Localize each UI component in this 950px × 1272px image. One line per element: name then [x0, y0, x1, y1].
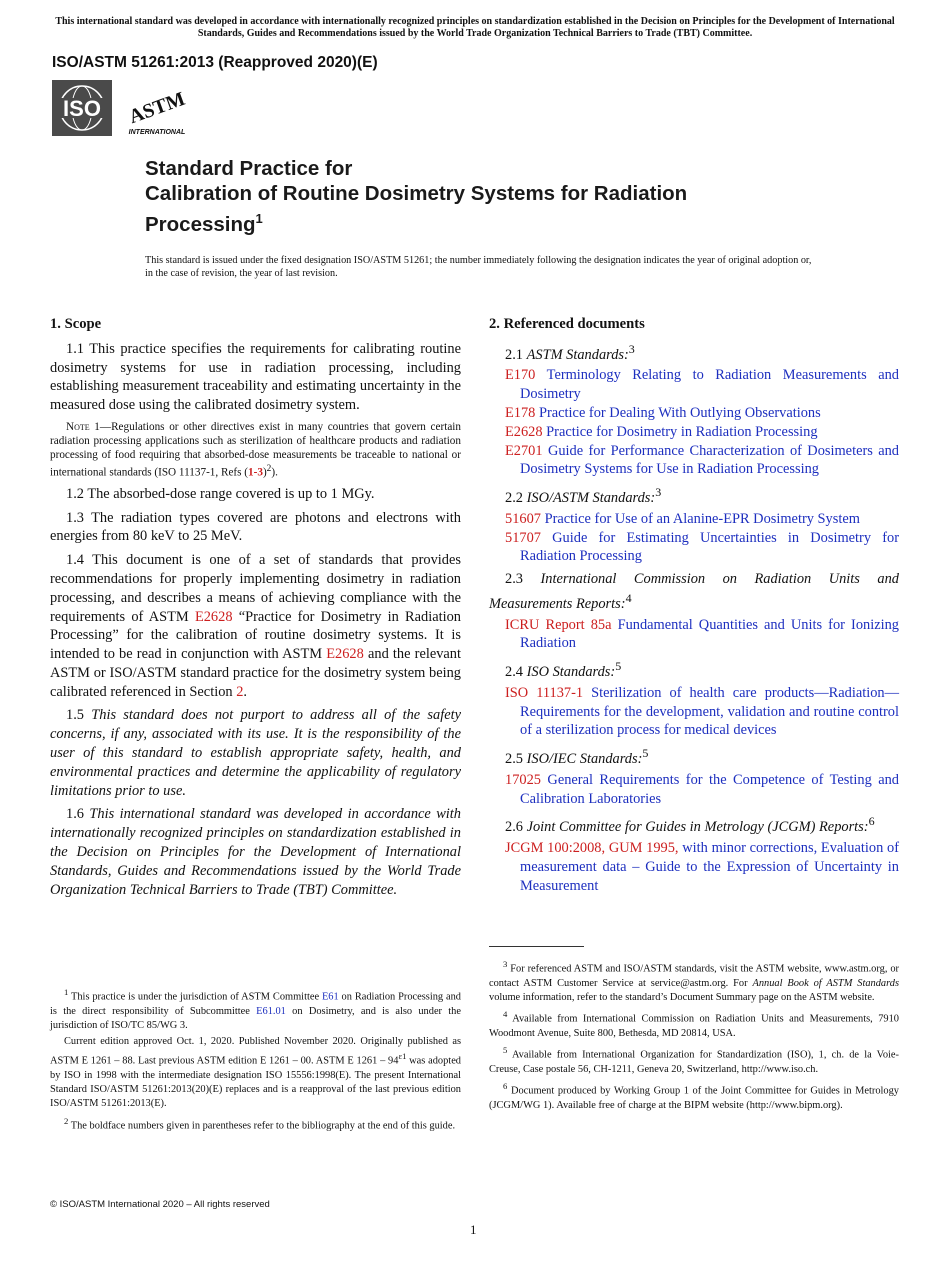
footnote-1-edition-text-b: was adopted by ISO in 1998 with the intermediate designation ISO 15556:1998(E). The present International Standard ISO/ASTM 51261:2013(20)(E) replaces and is a reapproval of the last previous edition ISO/ASTM 51261:2013(E). — [50, 1055, 461, 1110]
s2-4-title: ISO Standards: — [526, 663, 616, 680]
s2-3-sup: 4 — [625, 590, 632, 605]
footnote-3: $^3$ For referenced ASTM and ISO/ASTM standards, visit the ASTM website, www.astm.org, or contact ASTM Customer Service at service@astm.org. For Annual Book of ASTM Standards volume information, refer to the standard’s Document Summary page on the ASTM website. — [489, 959, 900, 1003]
s2-5-title: ISO/IEC Standards: — [526, 750, 643, 767]
ref-icru-code[interactable]: ICRU Report 85a — [505, 616, 612, 633]
copyright-footer: © ISO/ASTM International 2020 – All rights reserved — [50, 1199, 270, 1210]
para-1-2: 1.2 The absorbed-dose range covered is up to 1 MGy. — [66, 485, 375, 502]
astm-logo-sub: INTERNATIONAL — [128, 129, 186, 136]
ref-e170-code[interactable]: E170 — [505, 367, 536, 384]
footnote-3-italic: Annual Book of ASTM Standards — [752, 977, 900, 989]
ref-17025[interactable] — [489, 771, 899, 809]
ref-iso-11137[interactable] — [489, 684, 899, 740]
ref-e2701-code[interactable]: E2701 — [505, 442, 543, 459]
footnote-1: $^1$ This practice is under the jurisdiction of ASTM Committee E61 on Radiation Processing and is the direct responsibility of Subcommittee E61.01 on Dosimetry, and is also under the jurisdiction of ISO/TC 85/WG 3. — [50, 987, 461, 1031]
s2-4-sup: 5 — [615, 659, 622, 674]
para-1-5-num: 1.5 — [66, 707, 92, 724]
footnote-1-text-b: on Radiation Processing and is the direct responsibility of Subcommittee — [50, 991, 461, 1017]
e2628-link-2[interactable]: E2628 — [326, 646, 364, 663]
s2-6-sup: 6 — [868, 814, 875, 829]
para-1-6 — [50, 805, 461, 899]
ref-jcgm[interactable] — [489, 839, 899, 895]
note-end: ). — [271, 466, 278, 479]
ref-51707[interactable] — [489, 529, 899, 567]
issued-statement: This standard is issued under the fixed designation ISO/ASTM 51261; the number immediately following the designation indicates the year of original adoption or, in the case of revision, the year of last revision. — [145, 255, 812, 279]
footnote-3-end: volume information, refer to the standard’s Document Summary page on the ASTM website. — [489, 991, 875, 1003]
footnote-4: $^4$ Available from International Commission on Radiation Units and Measurements, 7910 Woodmont Avenue, Suite 800, Bethesda, MD 20814, USA. — [489, 1009, 900, 1039]
section-2-6 — [489, 812, 899, 837]
ref-iso-11137-code[interactable]: ISO 11137-1 — [505, 684, 584, 701]
footnote-2-text: The boldface numbers given in parentheses refer to the bibliography at the end of this guide. — [70, 1120, 456, 1132]
right-column — [489, 315, 899, 895]
iso-logo — [52, 80, 112, 136]
right-footnotes — [489, 957, 899, 1115]
footnote-1-edition — [50, 1035, 461, 1111]
para-1-5 — [50, 706, 461, 800]
footnote-1-edition-sup: ε1 — [398, 1051, 407, 1062]
s2-1-title: ASTM Standards: — [526, 346, 629, 363]
para-1-4-text-c: and the relevant ASTM or ISO/ASTM standard practice for the dosimetry system being calibrated referenced in Section — [50, 646, 461, 700]
s2-5-num: 2.5 — [505, 750, 527, 767]
bibliography-ref-link[interactable]: 1-3 — [248, 466, 263, 479]
footnote-3-text: For referenced ASTM and ISO/ASTM standards, visit the ASTM website, www.astm.org, or contact ASTM Customer Service at service@astm.org. For — [489, 963, 899, 989]
ref-e178[interactable] — [489, 404, 899, 423]
para-1-1: 1.1 This practice specifies the requirements for calibrating routine dosimetry systems for use in radiation processing, including establishing measurement traceability and estimating uncertainty in the measured dose using the calibrated dosimetry system. — [50, 340, 461, 414]
document-designation: ISO/ASTM 51261:2013 (Reapproved 2020)(E) — [52, 54, 378, 71]
ref-e2628-code[interactable]: E2628 — [505, 423, 543, 440]
para-1-4-text-b: “Practice for Dosimetry in Radiation Processing” for the calibration of routine dosimetry systems. It is intended to be read in conjunction with ASTM — [50, 608, 461, 663]
ref-e178-title[interactable]: Practice for Dealing With Outlying Observations — [535, 404, 821, 421]
ref-51707-code[interactable]: 51707 — [505, 529, 541, 546]
para-1-4-text-d: . — [243, 683, 247, 700]
footnote-6-text: Document produced by Working Group 1 of the Joint Committee for Guides in Metrology (JCGM/WG 1). Available free of charge at the BIPM website (http://www.bipm.org). — [489, 1085, 899, 1111]
footnote-4-text: Available from International Commission on Radiation Units and Measurements, 7910 Woodmont Avenue, Suite 800, Bethesda, MD 20814, USA. — [489, 1013, 900, 1039]
footnote-1-edition-text: Current edition approved Oct. 1, 2020. Published November 2020. Originally published as ASTM E 1261 – 88. Last previous ASTM edition E 1261 – 00. ASTM E 1261 – 94 — [50, 1036, 461, 1067]
note-text: 1—Regulations or other directives exist in many countries that govern certain radiation processing applications such as sterilization of healthcare products and radiation processing of food requiring that absorbed-dose measurements be traceable to national or international standards (ISO 11137-1, Refs ( — [50, 420, 461, 479]
title-line-1: Standard Practice for — [145, 157, 353, 180]
title-line-2: Calibration of Routine Dosimetry Systems for Radiation — [145, 182, 688, 205]
ref-51607[interactable] — [489, 510, 899, 529]
para-1-6-num: 1.6 — [66, 806, 90, 823]
ref-e2628[interactable] — [489, 423, 899, 442]
note-sup: 2 — [266, 463, 272, 474]
ref-e2701[interactable] — [489, 442, 899, 480]
section-2-1 — [505, 340, 899, 365]
section-2-3 — [489, 570, 899, 613]
para-1-4-text-a: 1.4 This document is one of a set of standards that provides recommendations for properly implementing dosimetry in radiation processing, and describes a means of achieving compliance with the requirements of ASTM — [50, 552, 461, 625]
footnote-1-text-c: on Dosimetry, and is also under the jurisdiction of ISO/TC 85/WG 3. — [50, 1005, 461, 1031]
ref-icru[interactable] — [489, 616, 899, 654]
ref-e2701-title[interactable]: Guide for Performance Characterization of Dosimeters and Dosimetry Systems for Use in Radiation Processing — [520, 442, 899, 478]
section-2-5 — [505, 744, 899, 769]
iso-logo-text: ISO — [63, 96, 101, 121]
s2-4-num: 2.4 — [505, 663, 527, 680]
footnote-rule — [489, 946, 584, 947]
s2-2-sup: 3 — [655, 485, 662, 500]
page-number: 1 — [470, 1222, 477, 1237]
section-2-4 — [505, 657, 899, 682]
s2-3-title: International Commission on Radiation Units and Measurements Reports: — [489, 571, 899, 612]
section-2-link[interactable]: 2 — [236, 683, 244, 700]
left-column — [50, 315, 461, 904]
referenced-documents-heading: 2. Referenced documents — [489, 316, 645, 332]
note-label: Note — [66, 420, 90, 433]
ref-51607-code[interactable]: 51607 — [505, 510, 541, 527]
e61-01-link[interactable]: E61.01 — [256, 1005, 286, 1017]
s2-5-sup: 5 — [642, 746, 649, 761]
ref-icru-title[interactable]: Fundamental Quantities and Units for Ionizing Radiation — [520, 616, 899, 652]
ref-jcgm-title[interactable]: with minor corrections, Evaluation of measurement data – Guide to the Expression of Uncertainty in Measurement — [520, 839, 899, 894]
tbt-notice: This international standard was developed in accordance with internationally recognized principles on standardization established in the Decision on Principles for the Development of International Standards, Guides and Recommendations issued by the World Trade Organization Technical Barriers to Trade (TBT) Committee. — [55, 16, 895, 39]
para-1-5-text: This standard does not purport to address all of the safety concerns, if any, associated with its use. It is the responsibility of the user of this standard to establish appropriate safety, health, and environmental practices and determine the applicability of regulatory limitations prior to use. — [50, 707, 461, 799]
document-title — [145, 156, 845, 237]
ref-e178-code[interactable]: E178 — [505, 404, 536, 421]
e61-link[interactable]: E61 — [321, 991, 339, 1003]
s2-6-title: Joint Committee for Guides in Metrology (JCGM) Reports: — [526, 819, 869, 836]
footnote-5-text: Available from International Organization for Standardization (ISO), 1, ch. de la Voie-Creuse, Case postale 56, CH-1211, Geneva 20, Switzerland, http://www.iso.ch. — [489, 1049, 900, 1075]
s2-3-num: 2.3 — [505, 571, 541, 588]
section-2-2 — [505, 483, 899, 508]
left-footnotes — [50, 985, 461, 1135]
ref-17025-code[interactable]: 17025 — [505, 771, 541, 788]
title-line-3: Processing — [145, 212, 256, 236]
para-1-4 — [50, 551, 461, 701]
ref-jcgm-code[interactable]: JCGM 100:2008, GUM 1995, — [505, 839, 679, 856]
note-1: Note 1—Regulations or other directives exist in many countries that govern certain radiation processing applications such as sterilization of healthcare products and radiation processing of food requiring that absorbed-dose measurements be traceable to national or international standards (ISO 11137-1, Refs $(1-3)^2$). — [50, 420, 461, 479]
footnote-1-text-a: This practice is under the jurisdiction of ASTM Committee — [71, 991, 322, 1003]
s2-2-title: ISO/ASTM Standards: — [526, 489, 656, 506]
ref-e170-title[interactable]: Terminology Relating to Radiation Measurements and Dosimetry — [520, 367, 899, 403]
scope-heading: 1. Scope — [50, 316, 102, 332]
ref-e2628-title[interactable]: Practice for Dosimetry in Radiation Processing — [542, 423, 818, 440]
para-1-3: 1.3 The radiation types covered are photons and electrons with energies from 80 keV to 25 MeV. — [50, 509, 461, 545]
ref-51607-title[interactable]: Practice for Use of an Alanine-EPR Dosimetry System — [540, 510, 860, 527]
e2628-link[interactable]: E2628 — [194, 608, 233, 625]
s2-1-num: 2.1 — [505, 346, 527, 363]
s2-1-sup: 3 — [628, 341, 635, 356]
s2-2-num: 2.2 — [505, 489, 527, 506]
footnote-5: $^5$ Available from International Organization for Standardization (ISO), 1, ch. de la Voie-Creuse, Case postale 56, CH-1211, Geneva 20, Switzerland, http://www.iso.ch. — [489, 1044, 900, 1075]
ref-e170[interactable] — [489, 366, 899, 404]
astm-logo-text: ASTM — [126, 87, 188, 129]
title-footnote-mark: 1 — [255, 211, 263, 226]
footnote-2: $^2$ The boldface numbers given in parentheses refer to the bibliography at the end of this guide. — [64, 1115, 456, 1132]
ref-iso-11137-title[interactable]: Sterilization of health care products—Radiation—Requirements for the development, validation and routine control of a sterilization process for medical devices — [520, 684, 899, 739]
s2-6-num: 2.6 — [505, 819, 527, 836]
ref-17025-title[interactable]: General Requirements for the Competence of Testing and Calibration Laboratories — [520, 771, 899, 807]
para-1-6-text: This international standard was developed in accordance with internationally recognized principles on standardization established in the Decision on Principles for the Development of International Standards, Guides and Recommendations issued by the World Trade Organization Technical Barriers to Trade (TBT) Committee. — [50, 806, 461, 898]
ref-51707-title[interactable]: Guide for Estimating Uncertainties in Dosimetry for Radiation Processing — [520, 529, 899, 565]
footnote-6: $^6$ Document produced by Working Group 1 of the Joint Committee for Guides in Metrology (JCGM/WG 1). Available free of charge at the BIPM website (http://www.bipm.org). — [489, 1080, 899, 1111]
astm-logo — [125, 80, 189, 138]
